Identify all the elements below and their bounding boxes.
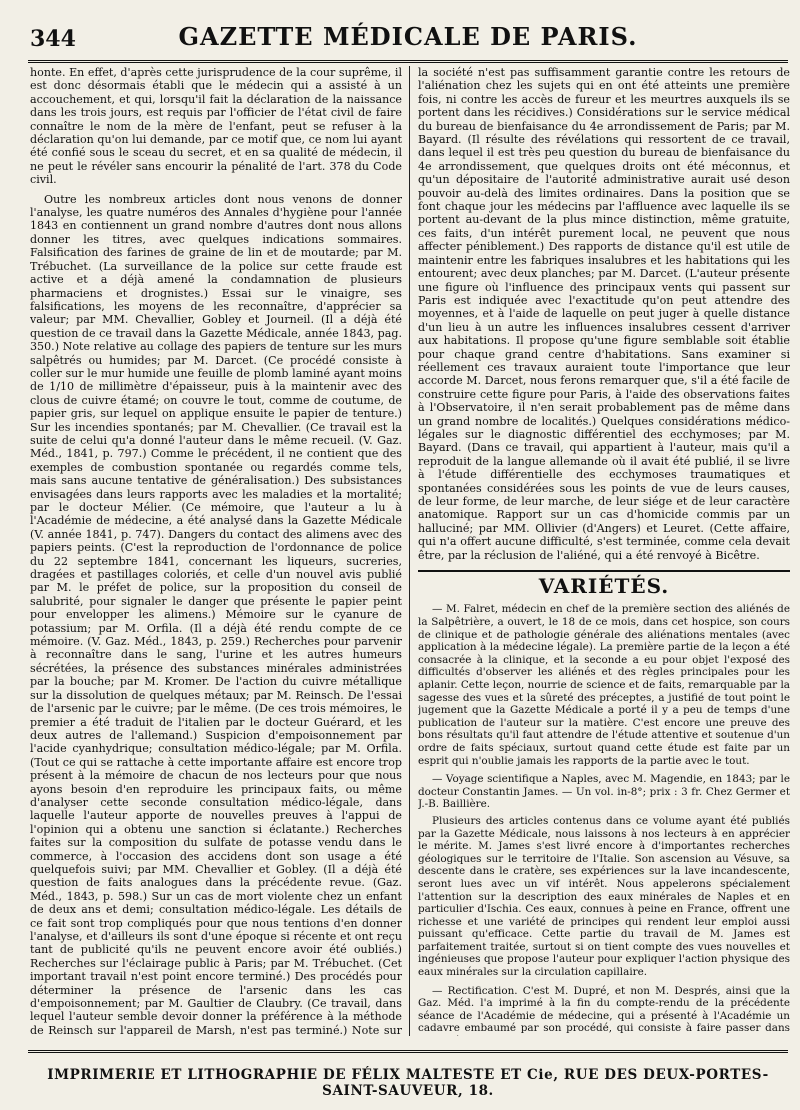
varietes-heading: VARIÉTÉS. (538, 574, 670, 599)
left-paragraph-2: Outre les nombreux articles dont nous venons de donner l'analyse, les quatre numéros des Annales d'hygiène pour l'année 1843 en contiennent un grand nombre d'autres dont nous allons donner les titres, avec quelques indications sommaires. Falsification des farines de graine de lin et de moutarde; par M. Trébuchet. (La surveillance de la police sur cette fraude est active et a déjà amené la condamnation de plusieurs pharmaciens et drognistes.) Essai sur le vinaigre, ses falsifications, les moyens de les reconnaître, d'apprécier sa valeur; par MM. Chevallier, Gobley et Journeil. (Il a déjà été question de ce travail dans la Gazette Médicale, année 1843, pag. 350.) Note relative au collage des papiers de tenture sur les murs salpêtrés ou humides; par M. Darcet. (Ce procédé consiste à coller sur le mur humide une feuille de plomb laminé ayant moins de 1/10 de millimètre d'épaisseur, puis à la maintenir avec des clous de cuivre étamé; on couvre le tout, comme de coutume, de papier gris, sur lequel on applique ensuite le papier de tenture.) Sur les incendies spontanés; par M. Chevallier. (Ce travail est la suite de celui qu'a donné l'auteur dans le même recueil. (V. Gaz. Méd., 1841, p. 797.) Comme le précédent, il ne contient que des exemples de combustion spontanée ou regardés comme tels, mais sans aucune tentative de généralisation.) Des subsistances envisagées dans leurs rapports avec les maladies et la mortalité; par le docteur Mélier. (Ce mémoire, que l'auteur a lu à l'Académie de médecine, a été analysé dans la Gazette Médicale (V. année 1841, p. 747). Dangers du contact des alimens avec des papiers peints. (C'est la reproduction de l'ordonnance de police du 22 septembre 1841, concernant les liqueurs, sucreries, dragées et pastillages coloriés, et celle d'un nouvel avis publié par M. le préfet de police, sur la proposition du conseil de salubrité, pour signaler le danger que présente le papier peint pour envelopper les alimens.) Mémoire sur le cyanure de potassium; par M. Orfila. (Il a déjà été rendu compte de ce mémoire. (V. Gaz. Méd., 1843, p. 259.) Recherches pour parvenir à reconnaître dans le sang, l'urine et les autres humeurs sécrétées, la présence des substances minérales administrées par la bouche; par M. Kromer. De l'action du cuivre métallique sur la dissolution de quelques métaux; par M. Reinsch. De l'essai de l'arsenic par le cuivre; par le même. (De ces trois mémoires, le premier a été traduit de l'italien par le docteur Guérard, et les deux autres de l'allemand.) Suspicion d'empoisonnement par l'acide cyanhydrique; consultation médico-légale; par M. Orfila. (Tout ce qui se rattache à cette importante affaire est encore trop présent à la mémoire de chacun de nos lecteurs pour que nous ayons besoin d'en reproduire les principaux faits, ou même d'analyser cette seconde consultation médico-légale, dans laquelle l'auteur apporte de nouvelles preuves à l'appui de l'opinion qui a obtenu une sanction si éclatante.) Recherches faites sur la composition du sulfate de potasse vendu dans le commerce, à l'occasion des accidens dont son usage a été quelquefois suivi; par MM. Chevallier et Gobley. (Il a déjà été question de faits analogues dans la précédente revue. (Gaz. Méd., 1843, p. 598.) Sur un cas de mort violente chez un enfant de deux ans et demi; consultation médico-légale. Les détails de ce fait sont trop compliqués pour que nous tentions d'en donner l'analyse, et d'ailleurs ils sont d'une époque si récente et ont reçu tant de publicité qu'ils ne peuvent encore avoir été oubliés.) Recherches sur l'éclairage public à Paris; par M. Trébuchet. (Cet important travail n'est point encore terminé.) Des procédés pour déterminer la présence de l'arsenic dans les cas d'empoisonnement; par M. Gaultier de Claubry. (Ce travail, dans lequel l'auteur semble devoir donner la préférence à la méthode de Reinsch sur l'appareil de Marsh, n'est pas terminé.) Note sur (30, 192, 402, 1036)
column-divider (409, 66, 410, 1036)
right-paragraph-1: la société n'est pas suffisamment garantie contre les retours de l'aliénation chez les sujets qui en ont été atteints une première fois, ni contre les accès de fureur et les meurtres auxquels ils se portent dans les récidives.) Considérations sur le service médical du bureau de bienfaisance du 4e arrondissement de Paris; par M. Bayard. (Il résulte des révélations qui ressortent de ce travail, dans lequel il est très peu question du bureau de bienfaisance du 4e arrondissement, que quelques droits ont été méconnus, et qu'un dépositaire de l'autorité administrative aurait usé deson pouvoir au-delà des limites ordinaires. Dans la position que se font chaque jour les médecins par l'affluence avec laquelle ils se portent au-devant de la plus mince distinction, même gratuite, ces faits, d'un intérêt purement local, ne peuvent que nous affecter péniblement.) Des rapports de distance qu'il est utile de maintenir entre les fabriques insalubres et les habitations qui les entourent; avec deux planches; par M. Darcet. (L'auteur présente une figure où l'influence des principaux vents qui passent sur Paris est indiquée avec l'exactitude qu'on peut attendre des moyennes, et à l'aide de laquelle on peut juger à quelle distance d'un lieu à un autre les influences insalubres cessent d'arriver aux habitations. Il propose qu'une figure semblable soit établie pour chaque grand centre d'habitations. Sans examiner si réellement ces travaux auraient toute l'importance que leur accorde M. Darcet, nous ferons remarquer que, s'il a été facile de construire cette figure pour Paris, à l'aide des observations faites à l'Observatoire, il n'en serait probablement pas de même dans un grand nombre de localités.) Quelques considérations médico-légales sur le diagnostic différentiel des ecchymoses; par M. Bayard. (Dans ce travail, qui appartient à l'auteur, mais qu'il a reproduit de la langue allemande où il avait été publié, il se livre à l'étude différentielle des ecchymoses traumatiques et spontanées considérées sous les points de vue de leurs causes, de leur forme, de leur marche, de leur siége et de leur caractère anatomique. Rapport sur un cas d'homicide commis par un halluciné; par MM. Ollivier (d'Angers) et Leuret. (Cette affaire, qui n'a offert aucune difficulté, s'est terminée, comme cela devait être, par la réclusion de l'aliéné, qui a été renvoyé à Bicêtre. (418, 66, 790, 562)
varietes-item-voyage-review: Plusieurs des articles contenus dans ce volume ayant été publiés par la Gazette Médicale, nous laissons à nos lecteurs à en apprécier le mérite. M. James s'est livré encore à d'importantes recherches géologiques sur le territoire de l'Italie. Son ascension au Vésuve, sa descente dans le cratère, ses expériences sur la lave incandescente, seront lues avec un vif intérêt. Nous appelerons spécialement l'attention sur la description des eaux minérales de Naples et en particulier d'Ischia. Ces eaux, connues à peine en France, offrent une richesse et une variété de principes qui rendent leur emploi aussi puissant qu'efficace. Cette partie du travail de M. James est parfaitement traitée, surtout si on tient compte des vues nouvelles et ingénieuses que propose l'auteur pour expliquer l'action physique des eaux minérales sur la circulation capillaire. (418, 814, 790, 979)
left-column (30, 66, 402, 1036)
journal-title: GAZETTE MÉDICALE DE PARIS. (178, 22, 638, 51)
page-header (28, 20, 788, 63)
article-columns (30, 66, 790, 1036)
page-number: 344 (30, 26, 76, 52)
section-rule (418, 570, 790, 572)
page-footer (28, 1050, 788, 1099)
right-column (418, 66, 790, 1036)
left-paragraph-1: honte. En effet, d'après cette jurisprudence de la cour suprême, il est donc désormais établi que le médecin qui a assisté à un accouchement, et qui, lorsqu'il fait la déclaration de la naissance dans les trois jours, est requis par l'officier de l'état civil de faire connaître le nom de la mère de l'enfant, peut se refuser à la déclaration qu'on lui demande, par ce motif que, ce nom lui ayant été confié sous le sceau du secret, et en sa qualité de médecin, il ne peut le révéler sans encourir la pénalité de l'art. 378 du Code civil. (30, 66, 402, 187)
varietes-item-falret: — M. Falret, médecin en chef de la première section des aliénés de la Salpêtrière, a ouvert, le 18 de ce mois, dans cet hospice, son cours de clinique et de pathologie générale des aliénations mentales (avec application à la médecine légale). La première partie de la leçon a été consacrée à la clinique, et la seconde a eu pour objet l'exposé des difficultés d'observer les aliénés et des règles principales pour les aplanir. Cette leçon, nourrie de science et de faits, remarquable par la sagesse des vues et la sûreté des préceptes, a justifié de tout point le jugement que la Gazette Médicale a porté il y a peu de temps d'une publication de l'auteur sur la matière. C'est encore une preuve des bons résultats qu'il faut attendre de l'étude attentive et soutenue d'un ordre de faits spéciaux, surtout quand cette étude est faite par un esprit qui n'oublie jamais les rapports de la partie avec le tout. (418, 603, 790, 767)
varietes-item-rectification: — Rectification. C'est M. Dupré, et non M. Després, ainsi que la Gaz. Méd. l'a imprimé à la fin du compte-rendu de la précédente séance de l'Académie de médecine, qui a présenté à l'Académie un cadavre embaumé par son procédé, qui consiste à faire passer dans (418, 984, 790, 1035)
varietes-item-voyage: — Voyage scientifique a Naples, avec M. Magendie, en 1843; par le docteur Constantin James. — Un vol. in-8°; prix : 3 fr. Chez Germer et J.-B. Baillière. (418, 773, 790, 811)
printer-imprint: IMPRIMERIE ET LITHOGRAPHIE DE FÉLIX MALTESTE ET Cie, RUE DES DEUX-PORTES-SAINT-SAUVEUR, 18. (47, 1067, 769, 1099)
